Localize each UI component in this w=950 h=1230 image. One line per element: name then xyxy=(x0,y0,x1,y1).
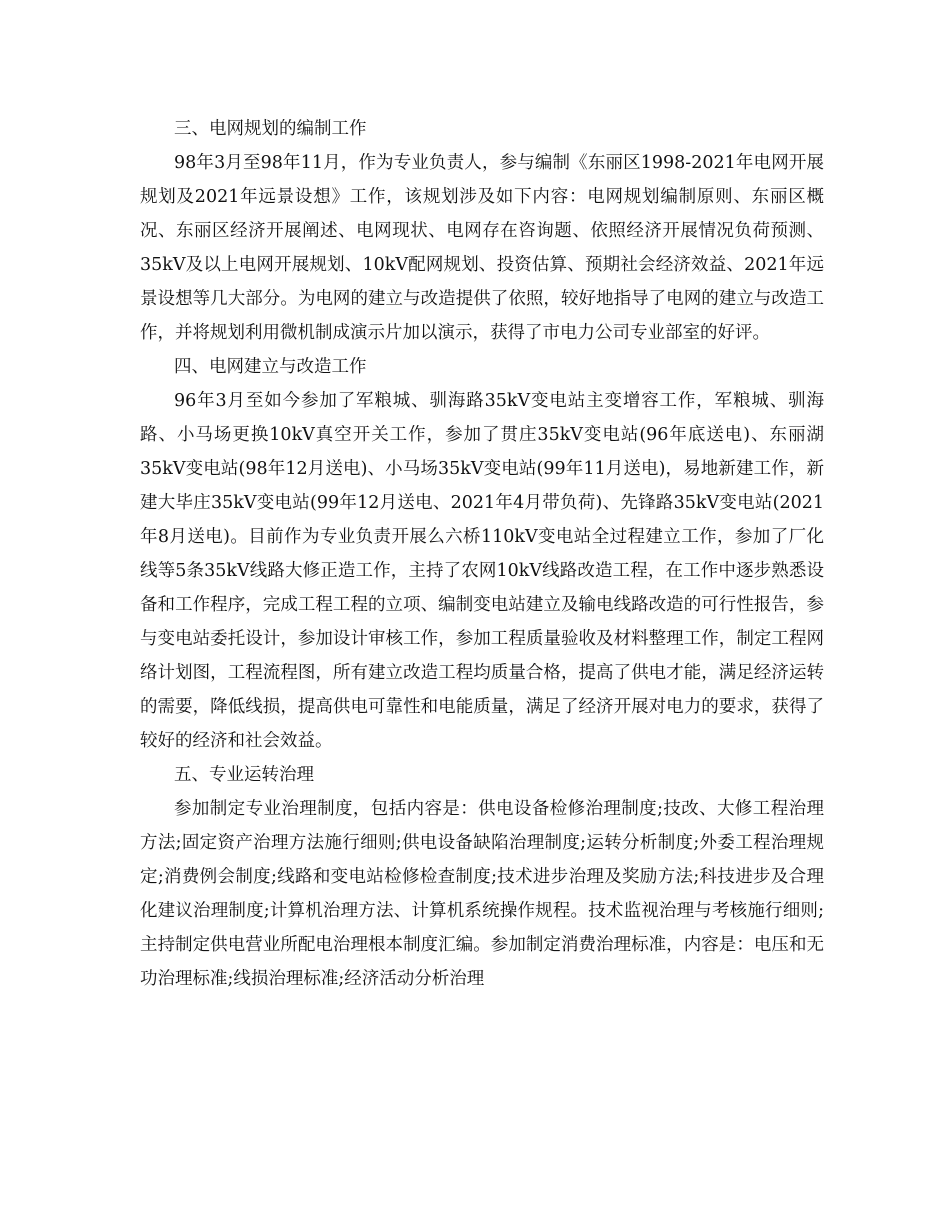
section-heading-5: 五、专业运转治理 xyxy=(174,765,314,785)
section-heading-3: 三、电网规划的编制工作 xyxy=(174,119,367,139)
document-body xyxy=(140,112,824,996)
section-5-paragraph: 参加制定专业治理制度，包括内容是：供电设备检修治理制度;技改、大修工程治理方法;固定资产治理方法施行细则;供电设备缺陷治理制度;运转分析制度;外委工程治理规定;消费例会制度;线路和变电站检修检查制度;技术进步治理及奖励方法;科技进步及合理化建议治理制度;计算机治理方法、计算机系统操作规程。技术监视治理与考核施行细则;主持制定供电营业所配电治理根本制度汇编。参加制定消费治理标准，内容是：电压和无功治理标准;线损治理标准;经济活动分析治理 xyxy=(140,799,824,989)
section-4-paragraph: 96年3月至如今参加了军粮城、驯海路35kV变电站主变增容工作，军粮城、驯海路、小马场更换10kV真空开关工作，参加了贯庄35kV变电站(96年底送电)、东丽湖35kV变电站(98年12月送电)、小马场35kV变电站(99年11月送电)，易地新建工作，新建大毕庄35kV变电站(99年12月送电、2021年4月带负荷)、先锋路35kV变电站(2021年8月送电)。目前作为专业负责开展么六桥110kV变电站全过程建立工作，参加了厂化线等5条35kV线路大修正造工作，主持了农网10kV线路改造工程，在工作中逐步熟悉设备和工作程序，完成工程工程的立项、编制变电站建立及输电线路改造的可行性报告，参与变电站委托设计，参加设计审核工作，参加工程质量验收及材料整理工作，制定工程网络计划图，工程流程图，所有建立改造工程均质量合格，提高了供电才能，满足经济运转的需要，降低线损，提高供电可靠性和电能质量，满足了经济开展对电力的要求，获得了较好的经济和社会效益。 xyxy=(140,391,824,751)
section-3-paragraph: 98年3月至98年11月，作为专业负责人，参与编制《东丽区1998-2021年电网开展规划及2021年远景设想》工作，该规划涉及如下内容：电网规划编制原则、东丽区概况、东丽区经济开展阐述、电网现状、电网存在咨询题、依照经济开展情况负荷预测、35kV及以上电网开展规划、10kV配网规划、投资估算、预期社会经济效益、2021年远景设想等几大部分。为电网的建立与改造提供了依照，较好地指导了电网的建立与改造工作，并将规划利用微机制成演示片加以演示，获得了市电力公司专业部室的好评。 xyxy=(140,153,824,343)
section-heading-4: 四、电网建立与改造工作 xyxy=(174,357,367,377)
